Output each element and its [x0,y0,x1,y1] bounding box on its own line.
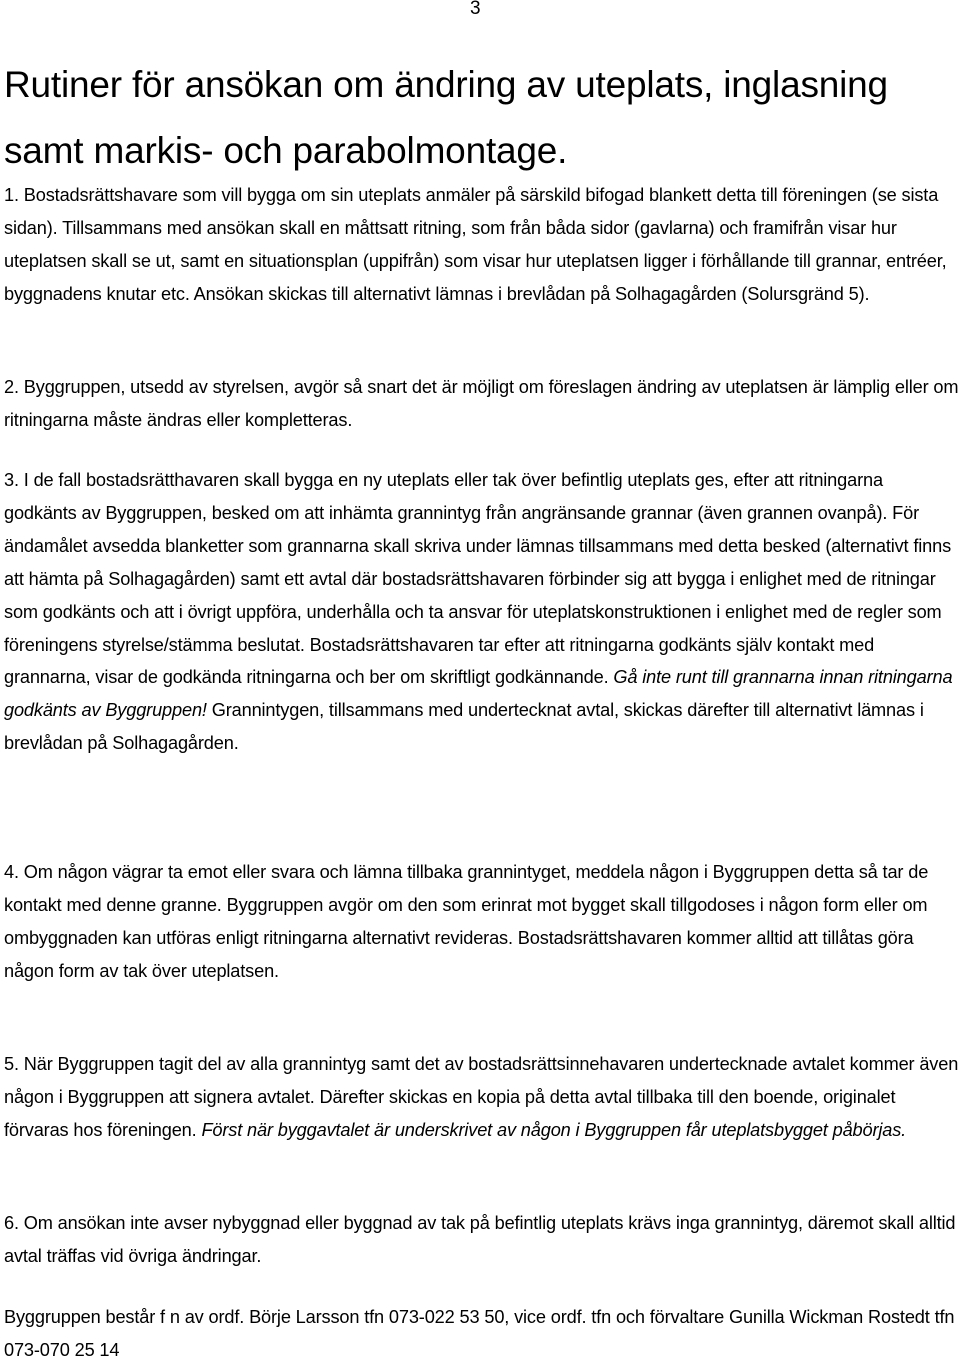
paragraph-1: 1. Bostadsrättshavare som vill bygga om sin uteplats anmäler på särskild bifogad blankett detta till föreningen (se sista sidan). Tillsammans med ansökan skall en måttsatt ritning, som från båda sidor (gavlarna) och framifrån visar hur uteplatsen skall se ut, samt en situationsplan (uppifrån) som visar hur uteplatsen ligger i förhållande till grannar, entréer, byggnadens knutar etc. Ansökan skickas till alternativt lämnas i brevlådan på Solhagagården (Solursgränd 5). [4,185,947,304]
paragraph-6: 6. Om ansökan inte avser nybyggnad eller byggnad av tak på befintlig uteplats krävs inga grannintyg, däremot skall alltid avtal träffas vid övriga ändringar. [4,1213,956,1266]
paragraph-3-text-a: 3. I de fall bostadsrätthavaren skall bygga en ny uteplats eller tak över befintlig uteplats ges, efter att ritningarna godkänts av Byggruppen, besked om att inhämta grannintyg från angränsande grannar (även grannen ovanpå). För ändamålet avsedda blanketter som grannarna skall skriva under lämnas tillsammans med detta besked (alternativt finns att hämta på Solhagagården) samt ett avtal där bostadsrättshavaren förbinder sig att bygga i enlighet med de ritningar som godkänts och att i övrigt uppföra, underhålla och ta ansvar för uteplatskonstruktionen i enlighet med de regler som föreningens styrelse/stämma beslutat. Bostadsrättshavaren tar efter att ritningarna godkänts själv kontakt med grannarna, visar de godkända ritningarna och ber om skriftligt godkännande. [4,470,952,688]
paragraph-4: 4. Om någon vägrar ta emot eller svara och lämna tillbaka grannintyget, meddela någon i Byggruppen detta så tar de kontakt med denne granne. Byggruppen avgör om den som erinrat mot bygget skall tillgodoses i någon form eller om ombyggnaden kan utföras enligt ritningarna alternativt revideras. Bostadsrättshavaren kommer alltid att tillåtas göra någon form av tak över uteplatsen. [4,862,929,981]
paragraph-5-italic-note: Först när byggavtalet är underskrivet av någon i Byggruppen får uteplatsbygget påbörjas. [201,1119,907,1140]
page-title: Rutiner för ansökan om ändring av uteplats, inglasning samt markis- och parabolmontage. [4,64,888,171]
paragraph-3-text-b: Grannintygen, tillsammans med undertecknat avtal, skickas därefter till alternativt lämnas i brevlådan på Solhagagården. [4,700,924,754]
page-number: 3 [470,0,481,19]
contact-info: Byggruppen består f n av ordf. Börje Larsson tfn 073-022 53 50, vice ordf. tfn och förvaltare Gunilla Wickman Rostedt tfn 073-070 25 14 [4,1307,955,1360]
paragraph-3-italic-warning: Gå inte runt till grannarna innan ritningarna godkänts av Byggruppen! [4,667,953,721]
paragraph-2: 2. Byggruppen, utsedd av styrelsen, avgör så snart det är möjligt om föreslagen ändring av uteplatsen är lämplig eller om ritningarna måste ändras eller kompletteras. [4,377,959,430]
paragraph-3 [4,464,960,760]
paragraph-5 [4,1048,960,1147]
paragraph-5-text-a: 5. När Byggruppen tagit del av alla grannintyg samt det av bostadsrättsinnehavaren undertecknade avtalet kommer även någon i Byggruppen att signera avtalet. Därefter skickas en kopia på detta avtal tillbaka till den boende, originalet förvaras hos föreningen. [4,1054,959,1140]
